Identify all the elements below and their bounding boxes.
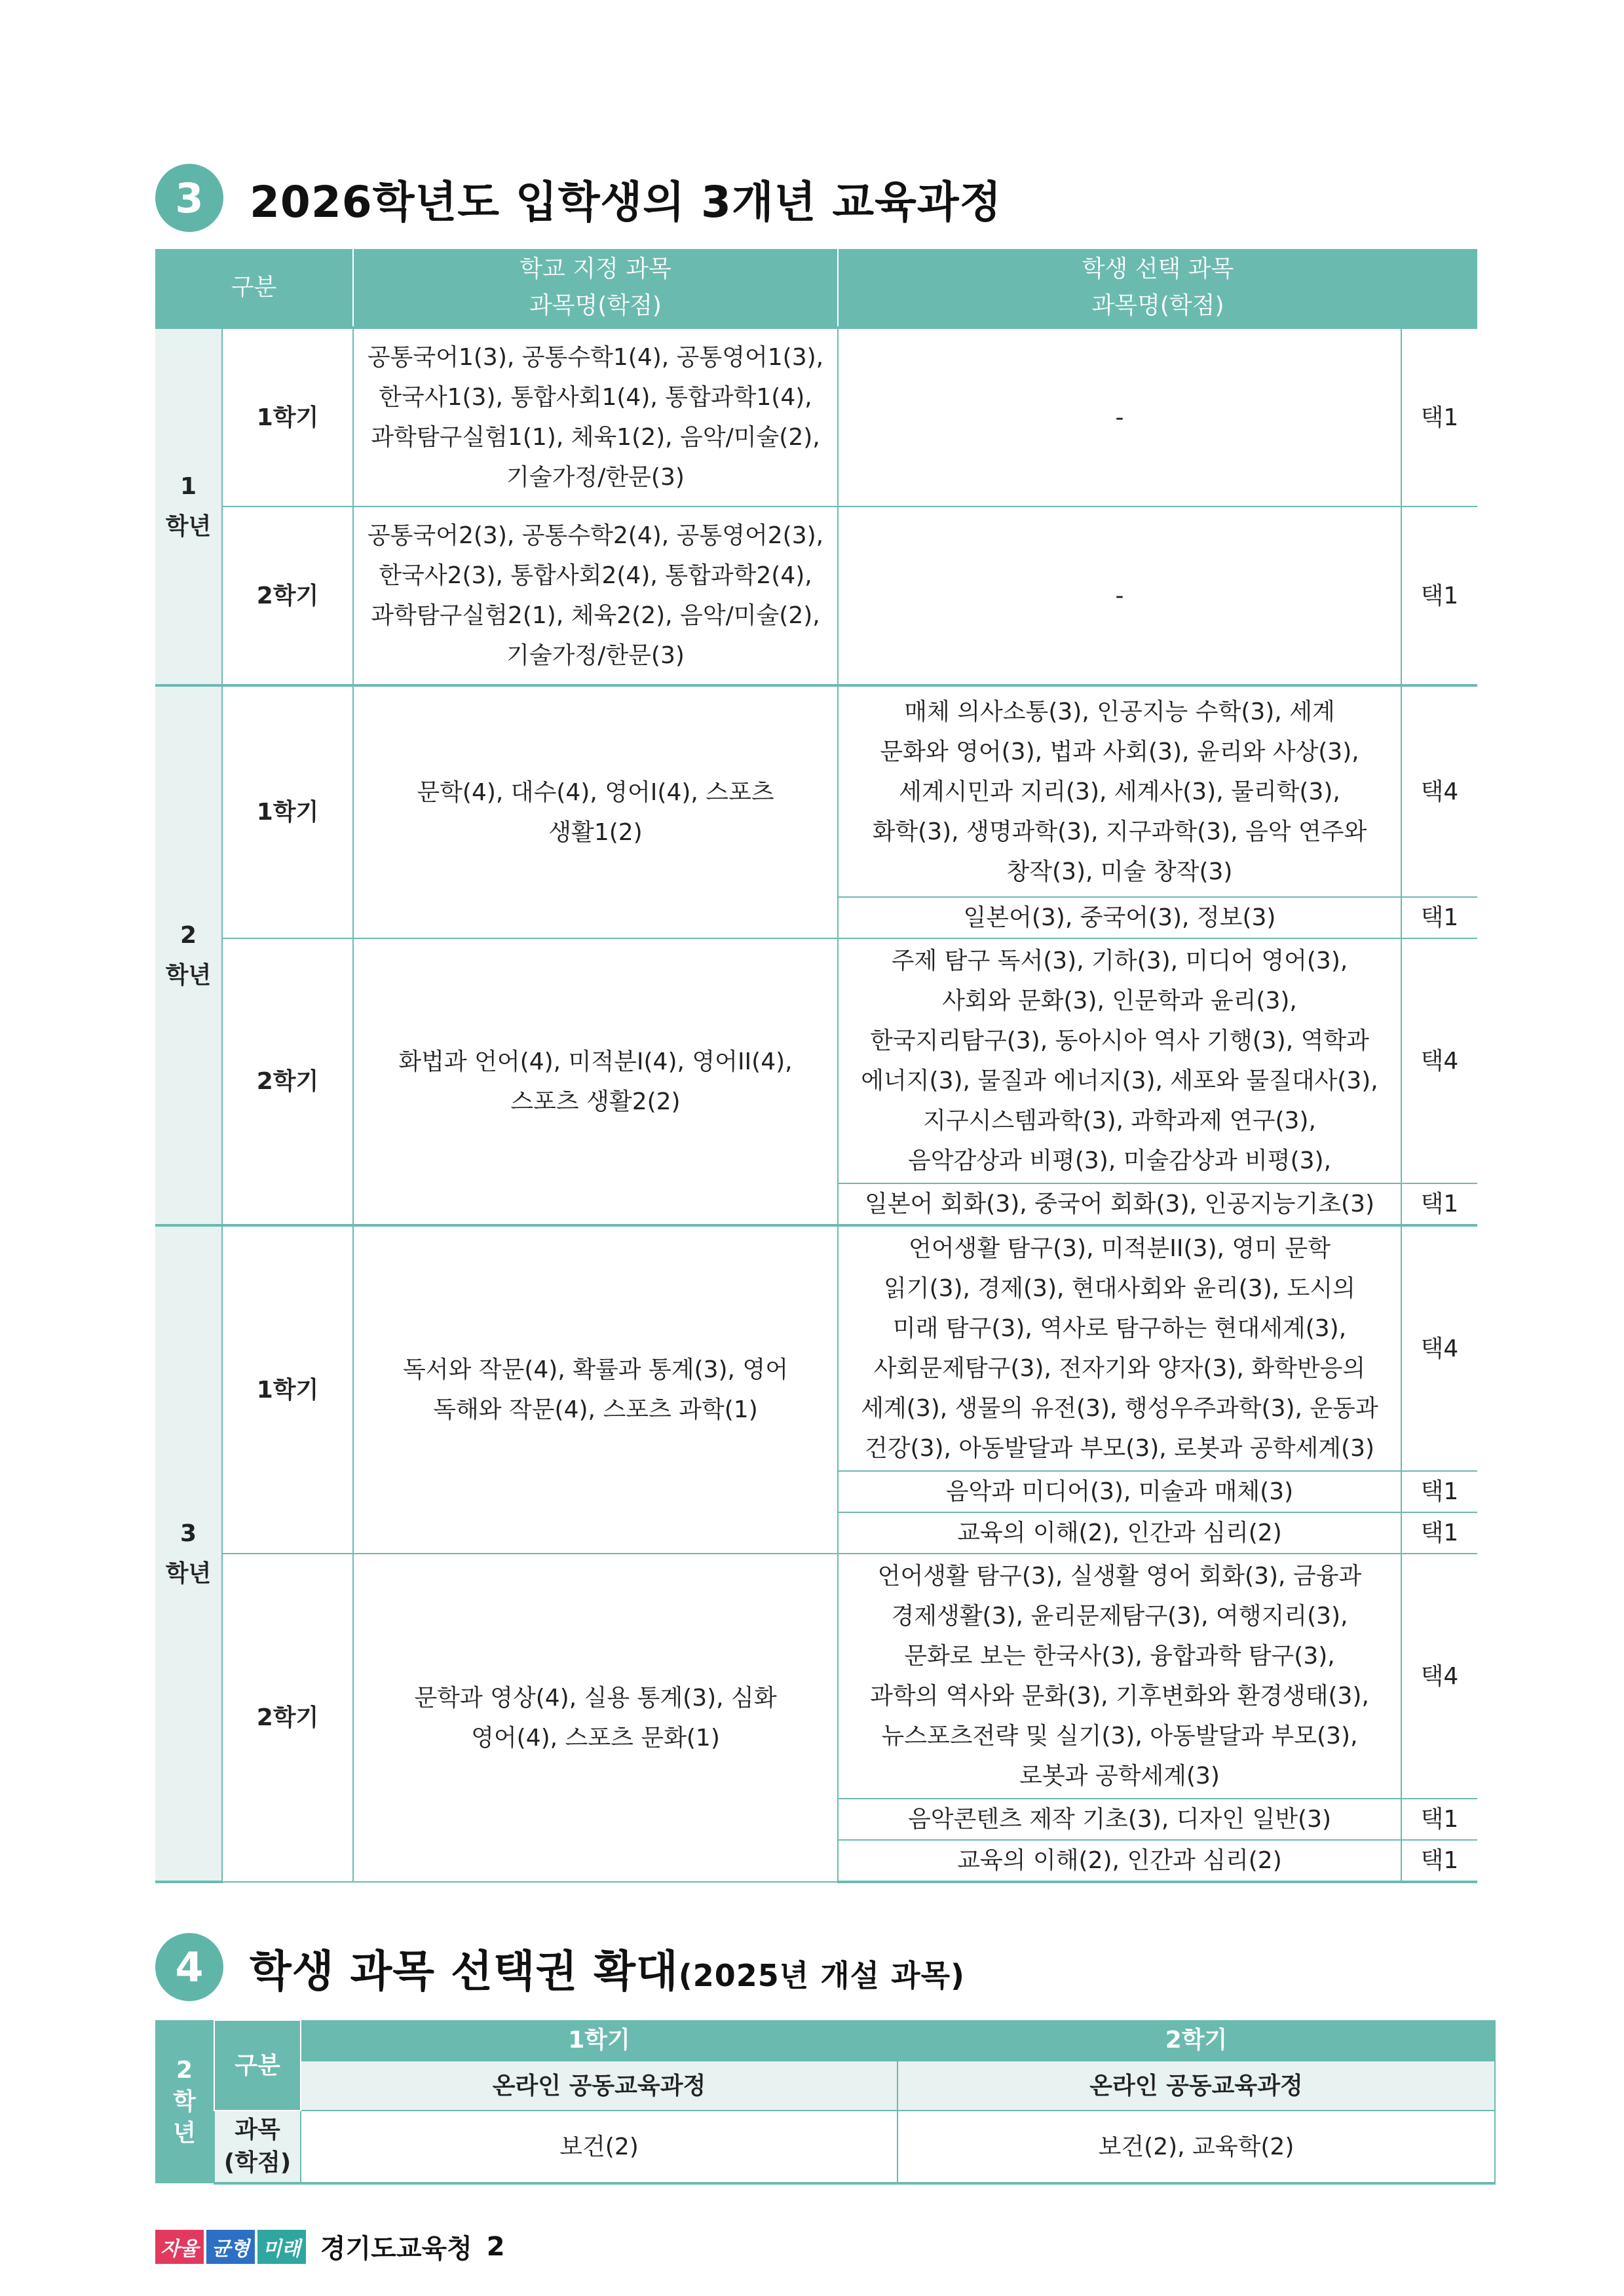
semester-2-value: 보건(2), 교육학(2) [897,2111,1495,2183]
pick-count-cell: 택1 [1401,897,1477,938]
pick-count-cell: 택4 [1401,685,1477,897]
semester-cell: 1학기 [222,685,353,938]
office-name: 경기도교육청 [320,2234,472,2264]
elective-subjects-cell: 주제 탐구 독서(3), 기하(3), 미디어 영어(3), 사회와 문화(3), 인문학과 윤리(3), 한국지리탐구(3), 동아시아 역사 기행(3), 역학과 에너지(3), 물질과 에너지(3), 세포와 물질대사(3), 지구시스템과학(3), 과학과제 연구(3), 음악감상과 비평(3), 미술감상과 비평(3), [838,938,1401,1183]
pick-count-cell: 택4 [1401,1554,1477,1799]
curriculum-table [155,249,1477,1883]
pick-count-cell: 택4 [1401,1225,1477,1471]
section-4-heading [155,1933,965,2001]
semester-2-subheader: 온라인 공동교육과정 [897,2061,1495,2111]
elective-subjects-cell: 일본어(3), 중국어(3), 정보(3) [838,897,1401,938]
elective-subjects-cell: 일본어 회화(3), 중국어 회화(3), 인공지능기초(3) [838,1183,1401,1225]
pick-count-cell: 택1 [1401,1840,1477,1882]
pick-count-cell: 택1 [1401,1183,1477,1225]
semester-1-value: 보건(2) [301,2111,897,2183]
elective-subjects-cell: 음악콘텐츠 제작 기초(3), 디자인 일반(3) [838,1799,1401,1840]
header-gubun: 구분 [155,249,353,328]
header-student-subjects: 학생 선택 과목 과목명(학점) [838,249,1477,328]
table-row [155,1554,1477,1799]
gubun-cell: 구분 [214,2020,301,2111]
page-number: 2 [486,2231,505,2262]
pick-count-cell: 택1 [1401,1799,1477,1840]
grade-3-cell: 3 학년 [155,1225,222,1882]
school-subjects-cell: 문학(4), 대수(4), 영어I(4), 스포츠 생활1(2) [353,685,838,938]
grade-2-cell: 2 학년 [155,685,222,1225]
school-subjects-cell: 문학과 영상(4), 실용 통계(3), 심화 영어(4), 스포츠 문화(1) [353,1554,838,1882]
semester-cell: 2학기 [222,1554,353,1882]
semester-1-header: 1학기 [301,2020,897,2061]
section-4-title-paren: (2025년 개설 과목) [678,1957,966,1993]
slogan-logo [155,2230,306,2264]
school-subjects-cell: 공통국어1(3), 공통수학1(4), 공통영어1(3), 한국사1(3), 통합사회1(4), 통합과학1(4), 과학탐구실험1(1), 체육1(2), 음악/미술(2), 기술가정/한문(3) [353,328,838,507]
table-header-row [155,249,1477,328]
semester-cell: 1학기 [222,1225,353,1554]
pick-count-cell: 택1 [1401,328,1477,507]
elective-subjects-cell: 음악과 미디어(3), 미술과 매체(3) [838,1471,1401,1512]
table-row [155,328,1477,507]
grade-1-cell: 1 학년 [155,328,222,685]
elective-subjects-cell: - [838,328,1401,507]
logo-word-2: 균형 [206,2230,255,2264]
table-row [155,2111,1495,2183]
semester-cell: 1학기 [222,328,353,507]
expanded-choice-table [155,2019,1496,2185]
section-3-title: 2026학년도 입학생의 3개년 교육과정 [250,176,1002,227]
pick-count-cell: 택4 [1401,938,1477,1183]
pick-count-cell: 택1 [1401,507,1477,685]
subject-label-cell: 과목 (학점) [214,2111,301,2183]
table-row [155,685,1477,897]
section-4-number: 4 [155,1933,223,2001]
table-row [155,507,1477,685]
grade-2-side-cell: 2 학 년 [155,2020,214,2183]
table-row [155,1225,1477,1471]
elective-subjects-cell: 교육의 이해(2), 인간과 심리(2) [838,1840,1401,1882]
semester-cell: 2학기 [222,938,353,1225]
semester-2-header: 2학기 [897,2020,1495,2061]
semester-cell: 2학기 [222,507,353,685]
school-subjects-cell: 화법과 언어(4), 미적분I(4), 영어II(4), 스포츠 생활2(2) [353,938,838,1225]
table-row [155,2020,1495,2061]
table-row [155,2061,1495,2111]
header-school-subjects: 학교 지정 과목 과목명(학점) [353,249,838,328]
section-3-number: 3 [155,164,223,232]
pick-count-cell: 택1 [1401,1512,1477,1554]
logo-word-3: 미래 [257,2230,306,2264]
section-3-heading [155,164,1002,232]
school-subjects-cell: 공통국어2(3), 공통수학2(4), 공통영어2(3), 한국사2(3), 통합사회2(4), 통합과학2(4), 과학탐구실험2(1), 체육2(2), 음악/미술(2), 기술가정/한문(3) [353,507,838,685]
table-row [155,938,1477,1183]
section-4-title: 학생 과목 선택권 확대(2025년 개설 과목) [250,1945,966,1997]
elective-subjects-cell: - [838,507,1401,685]
page-footer [155,2228,505,2265]
elective-subjects-cell: 매체 의사소통(3), 인공지능 수학(3), 세계 문화와 영어(3), 법과 사회(3), 윤리와 사상(3), 세계시민과 지리(3), 세계사(3), 물리학(3), 화학(3), 생명과학(3), 지구과학(3), 음악 연주와 창작(3), 미술 창작(3) [838,685,1401,897]
semester-1-subheader: 온라인 공동교육과정 [301,2061,897,2111]
elective-subjects-cell: 언어생활 탐구(3), 미적분II(3), 영미 문학 읽기(3), 경제(3), 현대사회와 윤리(3), 도시의 미래 탐구(3), 역사로 탐구하는 현대세계(3), 사회문제탐구(3), 전자기와 양자(3), 화학반응의 세계(3), 생물의 유전(3), 행성우주과학(3), 운동과 건강(3), 아동발달과 부모(3), 로봇과 공학세계(3) [838,1225,1401,1471]
elective-subjects-cell: 교육의 이해(2), 인간과 심리(2) [838,1512,1401,1554]
pick-count-cell: 택1 [1401,1471,1477,1512]
school-subjects-cell: 독서와 작문(4), 확률과 통계(3), 영어 독해와 작문(4), 스포츠 과학(1) [353,1225,838,1554]
logo-word-1: 자율 [155,2230,204,2264]
elective-subjects-cell: 언어생활 탐구(3), 실생활 영어 회화(3), 금융과 경제생활(3), 윤리문제탐구(3), 여행지리(3), 문화로 보는 한국사(3), 융합과학 탐구(3), 과학의 역사와 문화(3), 기후변화와 환경생태(3), 뉴스포츠전략 및 실기(3), 아동발달과 부모(3), 로봇과 공학세계(3) [838,1554,1401,1799]
